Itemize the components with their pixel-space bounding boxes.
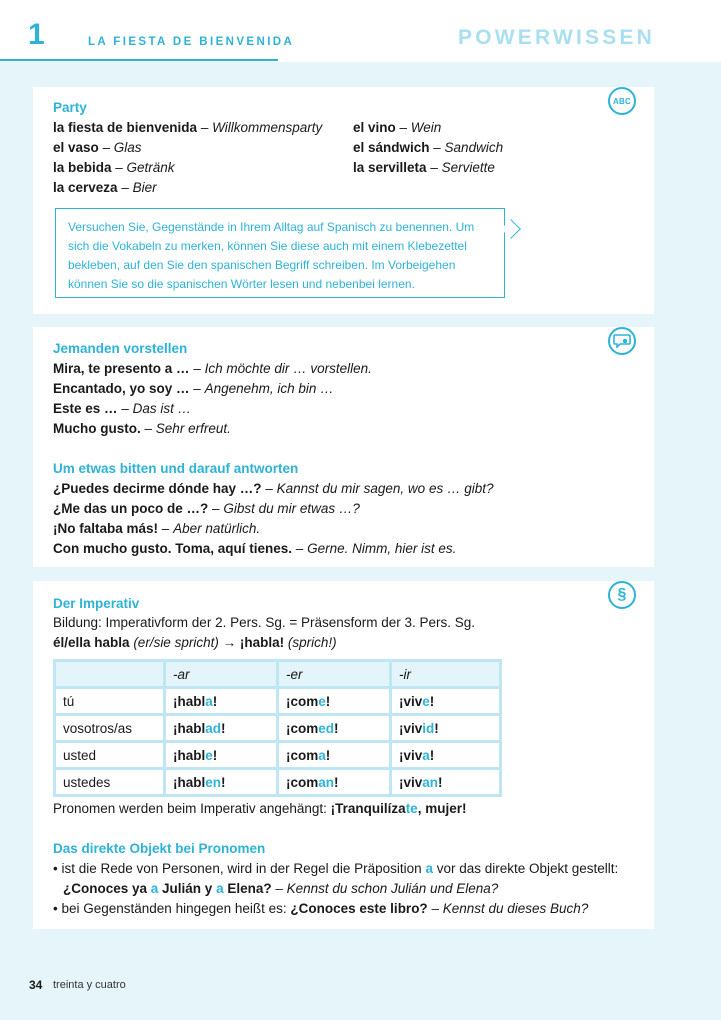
vocab-item: el vaso – Glas (53, 140, 142, 155)
tip-line: können Sie so die spanischen Wörter lesen und nebenbei lernen. (68, 277, 415, 291)
bullet-objects: • bei Gegenständen hingegen heißt es: ¿Conoces este libro? – Kennst du dieses Buch? (53, 901, 589, 916)
table-cell-person: vosotros/as (56, 716, 163, 740)
speech-bubble-icon (608, 327, 636, 355)
vocab-item: el sándwich – Sandwich (353, 140, 504, 155)
table-cell: ¡hable! (166, 743, 276, 767)
phrase-item: Encantado, yo soy … – Angenehm, ich bin … (53, 381, 334, 396)
phrases-section (33, 327, 654, 567)
table-cell: ¡coman! (279, 770, 389, 794)
table-header-cell: -er (279, 662, 389, 686)
phrase-item: Mucho gusto. – Sehr erfreut. (53, 421, 231, 436)
tip-line: bekleben, auf den Sie den spanischen Begriff schreiben. Im Vorbeigehen (68, 258, 456, 272)
vocab-item: la bebida – Getränk (53, 160, 175, 175)
tip-line: sich die Vokabeln zu merken, können Sie diese auch mit einem Klebezettel (68, 239, 467, 253)
table-cell: ¡vive! (392, 689, 499, 713)
paragraph-icon: § (608, 581, 636, 609)
table-cell: ¡comed! (279, 716, 389, 740)
brand-title: POWERWISSEN (458, 26, 655, 49)
page-header (0, 0, 721, 62)
vocab-item: la fiesta de bienvenida – Willkommensparty (53, 120, 323, 135)
table-header-cell (56, 662, 163, 686)
table-row (56, 689, 499, 713)
vocab-item: el vino – Wein (353, 120, 442, 135)
table-cell: ¡viva! (392, 743, 499, 767)
table-row (56, 770, 499, 794)
vocab-item: la servilleta – Serviette (353, 160, 495, 175)
phrase-item: Con mucho gusto. Toma, aquí tienes. – Gerne. Nimm, hier ist es. (53, 541, 457, 556)
table-cell: ¡hablad! (166, 716, 276, 740)
table-header-cell: -ir (392, 662, 499, 686)
vocab-item: la cerveza – Bier (53, 180, 157, 195)
phrase-item: ¿Puedes decirme dónde hay …? – Kannst du mir sagen, wo es … gibt? (53, 481, 494, 496)
tip-line: Versuchen Sie, Gegenstände in Ihrem Alltag auf Spanisch zu benennen. Um (68, 220, 475, 234)
table-header-cell: -ar (166, 662, 276, 686)
phrase-item: ¿Me das un poco de …? – Gibst du mir etwas …? (53, 501, 360, 516)
table-cell: ¡hablen! (166, 770, 276, 794)
imperative-heading: Der Imperativ (53, 596, 140, 611)
bullet-persons-example: ¿Conoces ya a Julián y a Elena? – Kennst du schon Julián und Elena? (63, 881, 499, 896)
request-heading: Um etwas bitten und darauf antworten (53, 461, 299, 476)
table-cell-person: usted (56, 743, 163, 767)
party-heading: Party (53, 100, 87, 115)
page-number: 34 (29, 978, 43, 992)
chapter-number: 1 (28, 18, 45, 51)
abc-icon: ABC (608, 87, 636, 115)
tip-box (55, 208, 505, 298)
imperative-example: él/ella habla (er/sie spricht) → ¡habla! (sprich!) (53, 635, 337, 650)
table-cell-person: tú (56, 689, 163, 713)
table-cell: ¡vivid! (392, 716, 499, 740)
bullet-persons: • ist die Rede von Personen, wird in der Regel die Präposition a vor das direkte Objekt gestellt: (53, 861, 619, 876)
introduce-heading: Jemanden vorstellen (53, 341, 188, 356)
table-row (56, 743, 499, 767)
grammar-section (33, 581, 654, 929)
imperative-rule: Bildung: Imperativform der 2. Pers. Sg. = Präsensform der 3. Pers. Sg. (53, 615, 476, 630)
table-cell: ¡habla! (166, 689, 276, 713)
chapter-title: LA FIESTA DE BIENVENIDA (88, 36, 295, 48)
header-rule (0, 59, 278, 61)
phrase-item: Este es … – Das ist … (53, 401, 192, 416)
table-header-row (56, 662, 499, 686)
imperative-table (53, 659, 502, 797)
party-section (33, 87, 654, 314)
table-row (56, 716, 499, 740)
phrase-item: Mira, te presento a … – Ich möchte dir … vorstellen. (53, 361, 372, 376)
table-cell: ¡coma! (279, 743, 389, 767)
pronoun-note: Pronomen werden beim Imperativ angehängt: ¡Tranquilízate, mujer! (53, 801, 467, 816)
table-cell-person: ustedes (56, 770, 163, 794)
direct-object-heading: Das direkte Objekt bei Pronomen (53, 841, 266, 856)
page-number-words: treinta y cuatro (53, 979, 126, 991)
table-cell: ¡vivan! (392, 770, 499, 794)
phrase-item: ¡No faltaba más! – Aber natürlich. (53, 521, 261, 536)
table-cell: ¡come! (279, 689, 389, 713)
